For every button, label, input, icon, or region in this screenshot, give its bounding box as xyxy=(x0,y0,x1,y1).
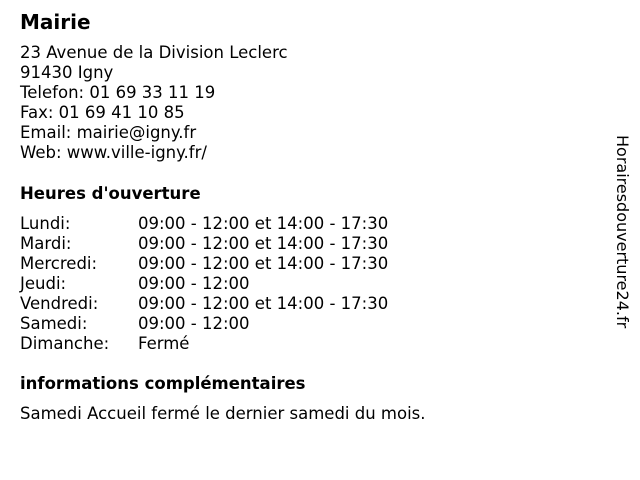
postal-city: 91430 Igny xyxy=(20,63,114,82)
day-label: Dimanche: xyxy=(20,334,110,353)
time-range: 09:00 - 12:00 et 14:00 - 17:30 xyxy=(138,234,389,253)
time-range: 09:00 - 12:00 et 14:00 - 17:30 xyxy=(138,214,389,233)
additional-info-text: Samedi Accueil fermé le dernier samedi du mois. xyxy=(20,404,426,423)
time-range: 09:00 - 12:00 et 14:00 - 17:30 xyxy=(138,254,389,273)
page-title: Mairie xyxy=(20,10,91,34)
contact-block xyxy=(20,43,288,163)
day-label: Lundi: xyxy=(20,214,71,233)
time-range: 09:00 - 12:00 xyxy=(138,314,250,333)
day-label: Mercredi: xyxy=(20,254,98,273)
fax-number: Fax: 01 69 41 10 85 xyxy=(20,103,185,122)
day-label: Jeudi: xyxy=(20,274,67,293)
day-label: Samedi: xyxy=(20,314,88,333)
time-range: Fermé xyxy=(138,334,190,353)
time-range: 09:00 - 12:00 xyxy=(138,274,250,293)
street-address: 23 Avenue de la Division Leclerc xyxy=(20,43,288,62)
email-address: Email: mairie@igny.fr xyxy=(20,123,197,142)
day-label: Vendredi: xyxy=(20,294,99,313)
additional-info-heading: informations complémentaires xyxy=(20,374,306,393)
website-address: Web: www.ville-igny.fr/ xyxy=(20,143,207,162)
day-label: Mardi: xyxy=(20,234,72,253)
phone-number: Telefon: 01 69 33 11 19 xyxy=(20,83,216,102)
site-watermark: Horairesdouverture24.fr xyxy=(613,135,632,329)
opening-hours-heading: Heures d'ouverture xyxy=(20,184,201,203)
time-range: 09:00 - 12:00 et 14:00 - 17:30 xyxy=(138,294,389,313)
